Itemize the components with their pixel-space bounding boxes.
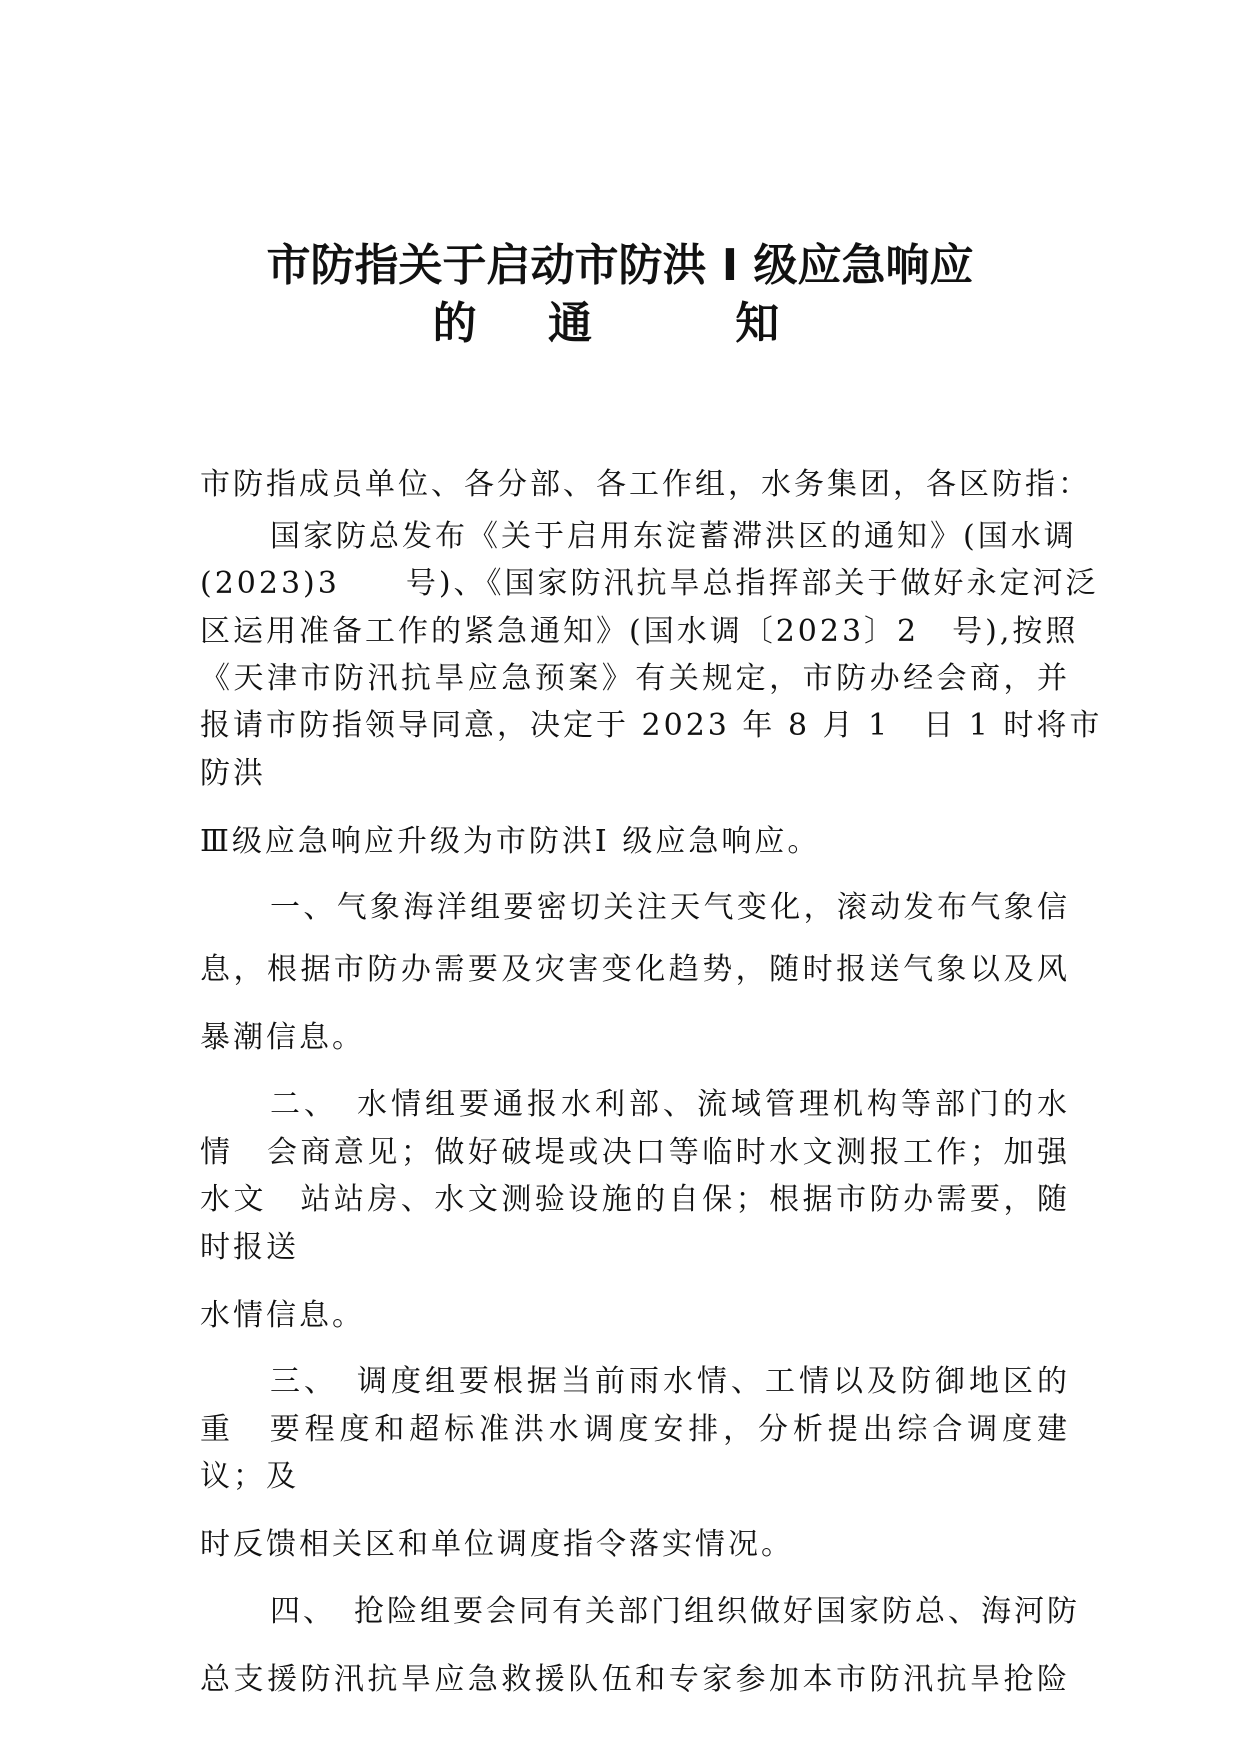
section-3-line: 重 要程度和超标准洪水调度安排，分析提出综合调度建 — [200, 1412, 1070, 1447]
section-3-line: 议；及 — [200, 1459, 299, 1494]
section-3-line: 时反馈相关区和单位调度指令落实情况。 — [200, 1527, 794, 1562]
body-line: Ⅲ级应急响应升级为市防洪Ⅰ 级应急响应。 — [200, 824, 821, 859]
section-3-line: 三、 调度组要根据当前雨水情、工情以及防御地区的 — [270, 1364, 1070, 1399]
section-2-line: 二、 水情组要通报水利部、流域管理机构等部门的水 — [270, 1087, 1070, 1122]
section-4-line: 四、 抢险组要会同有关部门组织做好国家防总、海河防 — [270, 1594, 1080, 1629]
body-line: 区运用准备工作的紧急通知》(国水调〔2023〕2 号),按照 — [200, 614, 1079, 649]
section-2-line: 情 会商意见；做好破堤或决口等临时水文测报工作；加强 — [200, 1135, 1070, 1170]
section-4-line: 总支援防汛抗旱应急救援队伍和专家参加本市防汛抗旱抢险 — [200, 1662, 1070, 1697]
body-line: (2023)3 号)、《国家防汛抗旱总指挥部关于做好永定河泛 — [200, 566, 1099, 601]
body-line: 《天津市防汛抗旱应急预案》有关规定，市防办经会商，并 — [200, 661, 1070, 696]
addressee-line: 市防指成员单位、各分部、各工作组，水务集团，各区防指： — [200, 467, 1091, 502]
body-line: 报请市防指领导同意，决定于 2023 年 8 月 1 日 1 时将市 — [200, 708, 1103, 743]
body-line: 国家防总发布《关于启用东淀蓄滞洪区的通知》(国水调 — [270, 519, 1077, 554]
document-title-line1: 市防指关于启动市防洪 I 级应急响应 — [266, 240, 974, 291]
section-2-line: 水文 站站房、水文测验设施的自保；根据市防办需要，随 — [200, 1182, 1070, 1217]
body-line: 防洪 — [200, 756, 266, 791]
section-1-line: 暴潮信息。 — [200, 1020, 365, 1055]
section-1-line: 一、气象海洋组要密切关注天气变化，滚动发布气象信 — [270, 890, 1070, 925]
section-1-line: 息，根据市防办需要及灾害变化趋势，随时报送气象以及风 — [200, 952, 1070, 987]
section-2-line: 时报送 — [200, 1230, 299, 1265]
section-2-line: 水情信息。 — [200, 1298, 365, 1333]
document-title-line2: 的 通 知 — [432, 298, 808, 349]
